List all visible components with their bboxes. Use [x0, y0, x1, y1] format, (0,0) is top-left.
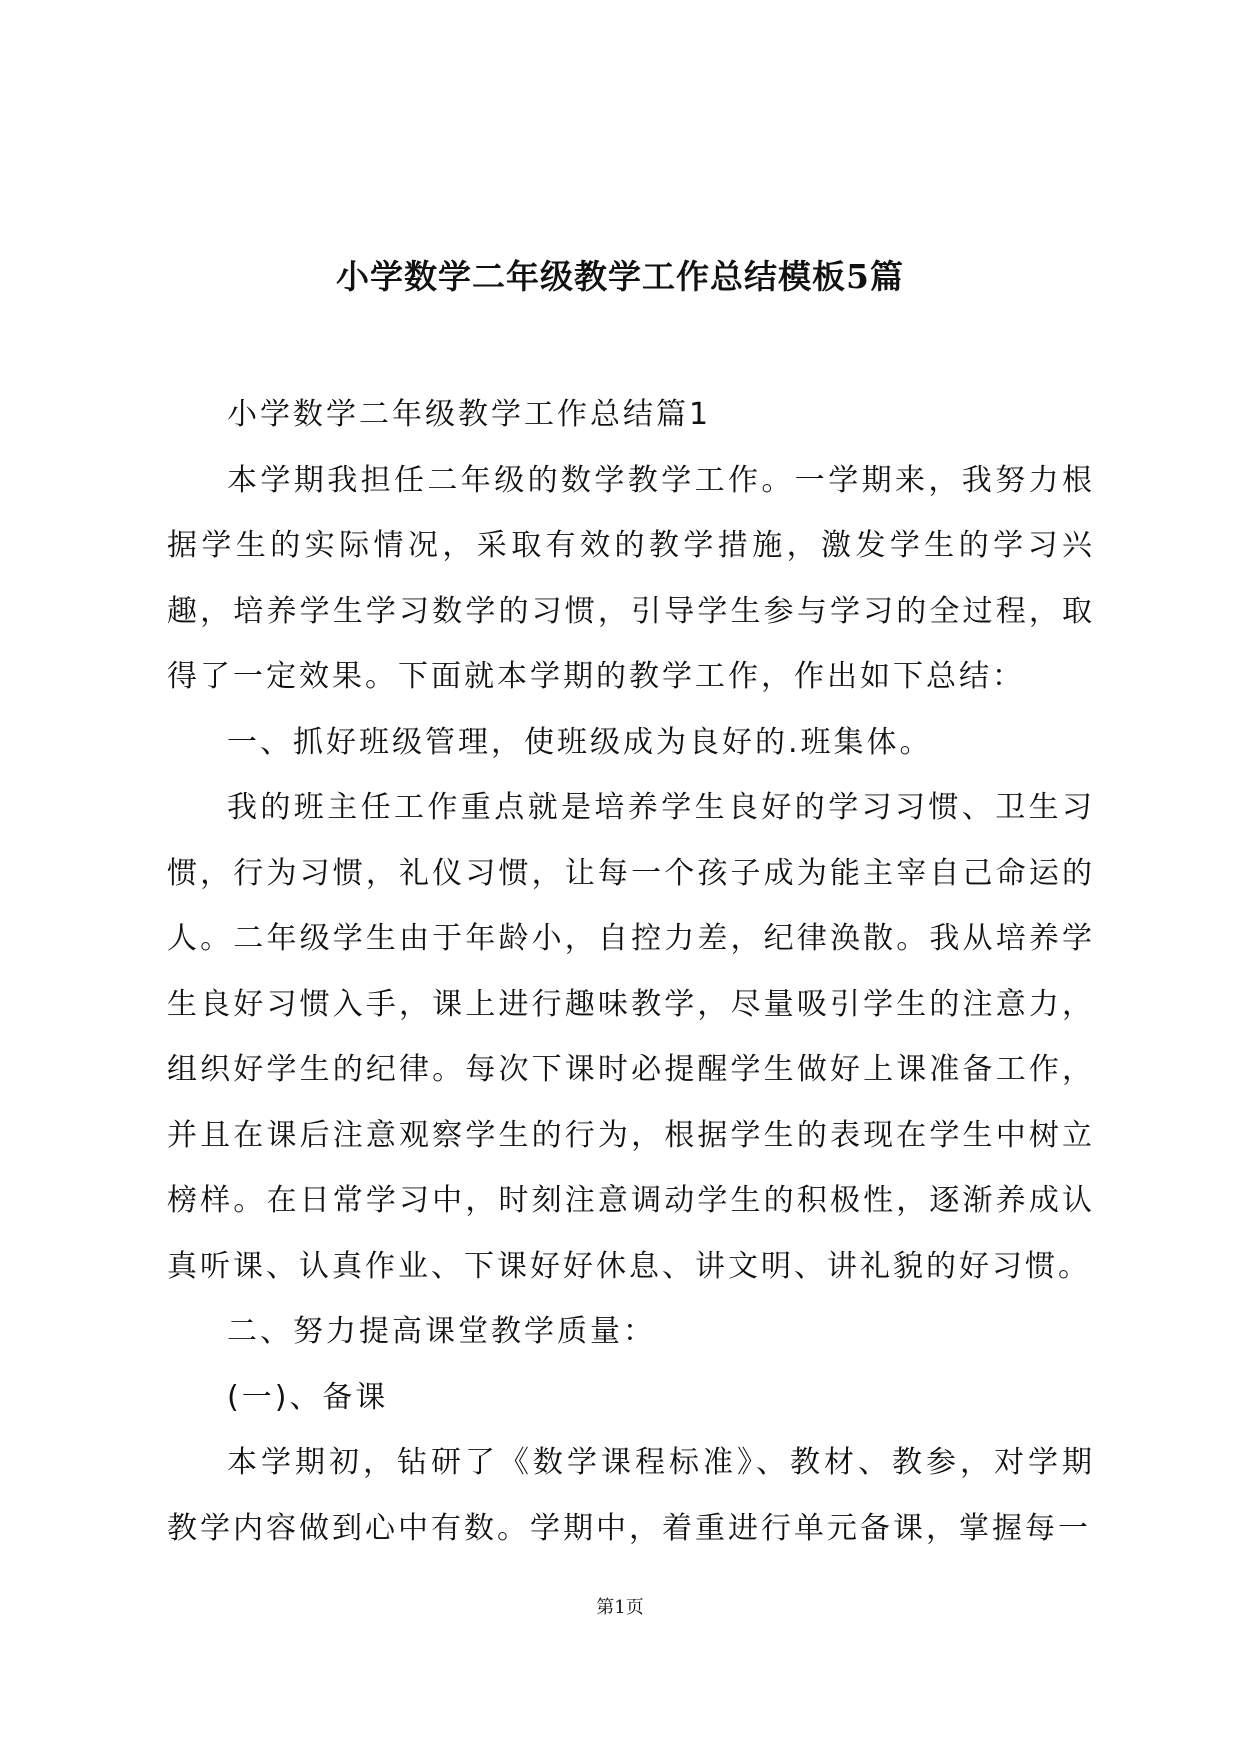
subsection-heading: 二、努力提高课堂教学质量：	[227, 1314, 656, 1349]
section-heading: 小学数学二年级教学工作总结篇1	[227, 397, 712, 432]
body-paragraph: 本学期初，钻研了《数学课程标准》、教材、教参，对学期教学内容做到心中有数。学期中，着重进行单元备课，掌握每一	[167, 1445, 1095, 1546]
subsection-heading: (一)、备课	[227, 1379, 389, 1415]
page-number: 第1页	[596, 1597, 644, 1618]
body-paragraph: 本学期我担任二年级的数学教学工作。一学期来，我努力根据学生的实际情况，采取有效的教学措施，激发学生的学习兴趣，培养学生学习数学的习惯，引导学生参与学习的全过程，取得了一定效果。下面就本学期的教学工作，作出如下总结：	[167, 462, 1095, 694]
document-title: 小学数学二年级教学工作总结模板5篇	[336, 257, 904, 296]
subsection-heading: 一、抓好班级管理，使班级成为良好的.班集体。	[227, 724, 933, 760]
document-body	[167, 382, 1095, 1561]
body-paragraph: 我的班主任工作重点就是培养学生良好的学习习惯、卫生习惯，行为习惯，礼仪习惯，让每一个孩子成为能主宰自己命运的人。二年级学生由于年龄小，自控力差，纪律涣散。我从培养学生良好习惯入手，课上进行趣味教学，尽量吸引学生的注意力，组织好学生的纪律。每次下课时必提醒学生做好上课准备工作，并且在课后注意观察学生的行为，根据学生的表现在学生中树立榜样。在日常学习中，时刻注意调动学生的积极性，逐渐养成认真听课、认真作业、下课好好休息、讲文明、讲礼貌的好习惯。	[167, 790, 1095, 1284]
